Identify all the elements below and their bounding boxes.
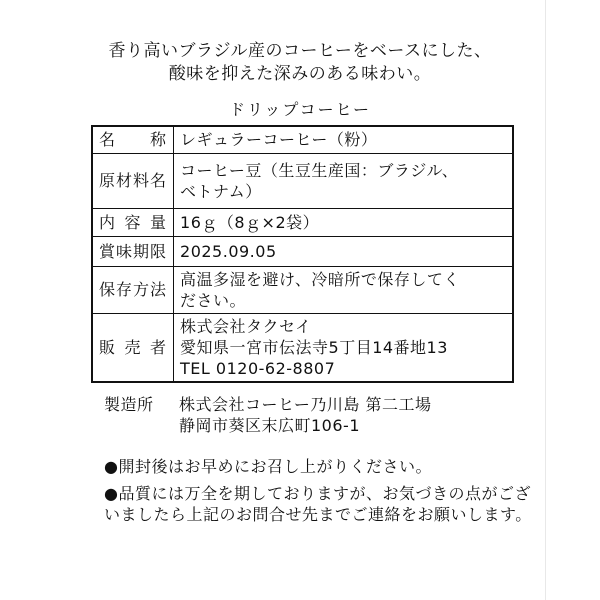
value-line: 高温多湿を避け、冷暗所で保存してく [180,269,460,289]
table-row-ingredients [92,153,513,208]
page-edge-line [545,0,546,600]
description-line-1: 香り高いブラジル産のコーヒーをベースにした、 [108,41,492,61]
row-value-content [174,208,513,236]
row-key-name: 名 称 [92,126,174,153]
row-key-content: 内 容 量 [92,208,174,236]
value-line: レギュラーコーヒー（粉） [180,130,378,150]
value-line: 2025.09.05 [180,241,277,261]
row-value-best-before [174,236,513,266]
table-row-content [92,208,513,236]
value-line: 16ｇ（8ｇ×2袋） [180,212,320,232]
table-row-seller [92,313,513,382]
row-value-name [174,126,513,153]
product-info-table [91,125,514,383]
product-heading: ドリップコーヒー [229,100,371,119]
value-line: 株式会社タクセイ [180,316,312,336]
value-line: ださい。 [180,290,247,310]
table-row-name [92,126,513,153]
manufacturer-details [179,394,431,436]
table-row-best-before [92,236,513,266]
table-row-storage [92,266,513,313]
row-value-ingredients [174,153,513,208]
notes-block [104,456,534,531]
description-line-2: 酸味を抑えた深みのある味わい。 [168,64,432,84]
value-line: TEL 0120-62-8807 [180,358,336,378]
row-key-seller: 販 売 者 [92,313,174,382]
value-line: コーヒー豆（生豆生産国：ブラジル、 [180,160,459,180]
product-description [0,40,600,86]
row-key-ingredients: 原材料名 [92,153,174,208]
note-item: ●品質には万全を期しておりますが、お気づきの点がございましたら上記のお問合せ先までご連絡をお願いします。 [104,484,532,524]
note-item: ●開封後はお早めにお召し上がりください。 [104,457,432,476]
row-value-storage [174,266,513,313]
manufacturer-label: 製造所 [104,395,154,414]
row-value-seller [174,313,513,382]
manufacturer-line: 静岡市葵区末広町106-1 [179,416,360,435]
value-line: 愛知県一宮市伝法寺5丁目14番地13 [180,337,448,357]
value-line: ベトナム） [180,181,262,201]
row-key-storage: 保存方法 [92,266,174,313]
manufacturer-line: 株式会社コーヒー乃川島 第二工場 [179,395,432,414]
row-key-best-before: 賞味期限 [92,236,174,266]
